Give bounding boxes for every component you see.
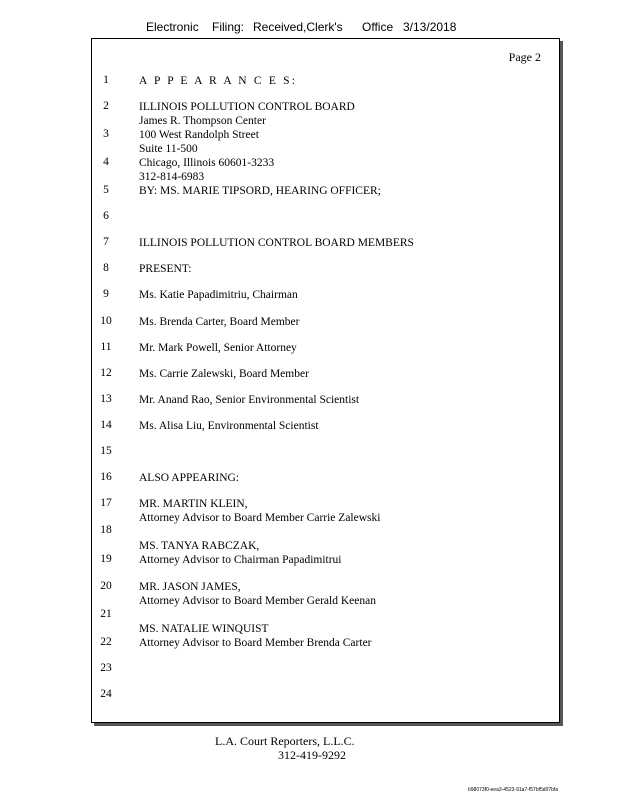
board-city: Chicago, Illinois 60601-3233 xyxy=(139,157,275,169)
line-number: 18 xyxy=(100,524,112,536)
line-number: 17 xyxy=(100,497,112,509)
board-name: ILLINOIS POLLUTION CONTROL BOARD xyxy=(139,101,355,113)
stamp-electronic: Electronic xyxy=(146,20,199,34)
line-number: 22 xyxy=(100,636,112,648)
board-member: Mr. Anand Rao, Senior Environmental Scientist xyxy=(139,394,360,406)
stamp-date: 3/13/2018 xyxy=(403,20,457,34)
advisor-role: Attorney Advisor to Board Member Carrie Zalewski xyxy=(139,512,381,524)
advisor-role: Attorney Advisor to Chairman Papadimitrui xyxy=(139,554,342,566)
line-number: 7 xyxy=(103,236,109,248)
members-heading: ILLINOIS POLLUTION CONTROL BOARD MEMBERS xyxy=(139,237,414,249)
stamp-filing: Filing: xyxy=(212,20,245,34)
line-number: 23 xyxy=(100,662,112,674)
advisor-name: MS. NATALIE WINQUIST xyxy=(139,623,269,635)
line-number: 11 xyxy=(100,341,112,353)
board-street: 100 West Randolph Street xyxy=(139,129,259,141)
board-center: James R. Thompson Center xyxy=(139,115,266,127)
line-number: 14 xyxy=(100,419,112,431)
stamp-office: Office xyxy=(362,20,394,34)
line-number: 5 xyxy=(103,184,109,196)
board-member: Ms. Alisa Liu, Environmental Scientist xyxy=(139,420,319,432)
line-number: 1 xyxy=(103,74,109,86)
stamp-received: Received,Clerk's xyxy=(253,20,343,34)
board-member: Mr. Mark Powell, Senior Attorney xyxy=(139,342,297,354)
advisor-name: MS. TANYA RABCZAK, xyxy=(139,540,260,552)
line-number: 20 xyxy=(100,580,112,592)
line-number: 15 xyxy=(100,445,112,457)
hearing-officer: BY: MS. MARIE TIPSORD, HEARING OFFICER; xyxy=(139,185,381,197)
line-number: 12 xyxy=(100,367,112,379)
line-number: 9 xyxy=(103,288,109,300)
footer-company: L.A. Court Reporters, L.L.C. xyxy=(215,734,355,748)
board-phone: 312-814-6983 xyxy=(139,171,205,183)
board-suite: Suite 11-500 xyxy=(139,143,198,155)
document-id: b98073f0-eea3-4523-91a7-f57bf5d07bfa xyxy=(468,787,559,793)
line-number: 6 xyxy=(103,210,109,222)
line-number: 3 xyxy=(103,128,109,140)
board-member: Ms. Brenda Carter, Board Member xyxy=(139,316,300,328)
advisor-name: MR. MARTIN KLEIN, xyxy=(139,498,248,510)
page-number: Page 2 xyxy=(508,50,541,64)
line-number: 10 xyxy=(100,315,112,327)
line-number: 21 xyxy=(100,608,112,620)
advisor-name: MR. JASON JAMES, xyxy=(139,581,241,593)
line-number: 16 xyxy=(100,471,112,483)
footer-phone: 312-419-9292 xyxy=(278,748,346,762)
line-number: 4 xyxy=(103,156,109,168)
line-number: 8 xyxy=(103,262,109,274)
board-member: Ms. Carrie Zalewski, Board Member xyxy=(139,368,309,380)
also-appearing-heading: ALSO APPEARING: xyxy=(139,472,240,484)
line-number: 13 xyxy=(100,393,112,405)
line-number: 2 xyxy=(103,100,109,112)
appearances-heading: A P P E A R A N C E S: xyxy=(139,75,298,87)
advisor-role: Attorney Advisor to Board Member Brenda Carter xyxy=(139,637,372,649)
line-number: 24 xyxy=(100,688,112,700)
advisor-role: Attorney Advisor to Board Member Gerald Keenan xyxy=(139,595,376,607)
board-member: Ms. Katie Papadimitriu, Chairman xyxy=(139,289,298,301)
present-label: PRESENT: xyxy=(139,263,192,275)
line-number: 19 xyxy=(100,553,112,565)
